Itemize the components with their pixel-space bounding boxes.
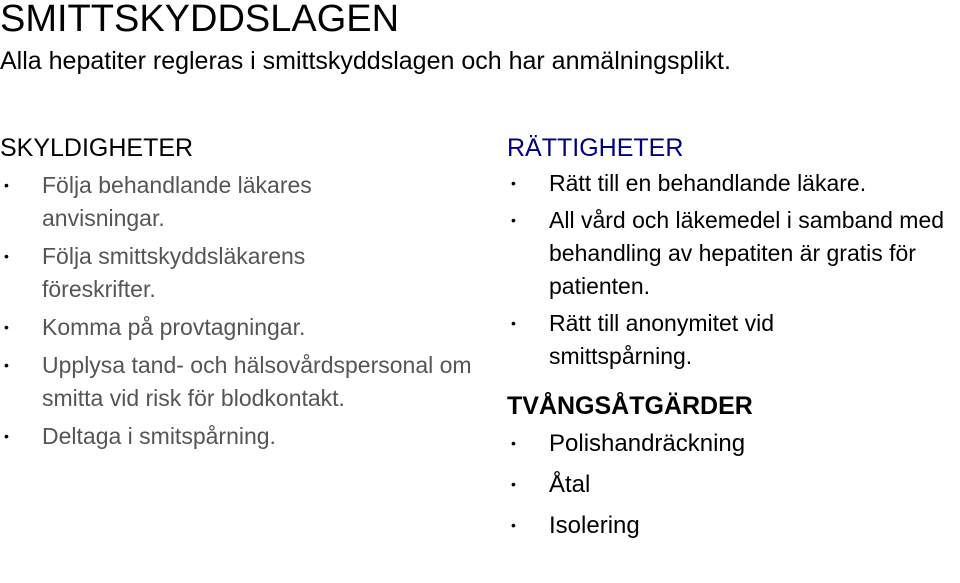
bullet-icon: •	[4, 248, 9, 264]
obligations-heading: SKYLDIGHETER	[0, 134, 194, 162]
list-item	[0, 169, 382, 235]
obligations-column	[0, 133, 480, 458]
coercive-measures-section	[507, 391, 960, 544]
list-item-text: Följa smittskyddsläkarens föreskrifter.	[42, 243, 306, 302]
bullet-icon: •	[4, 177, 9, 193]
list-item	[0, 240, 382, 306]
bullet-icon: •	[4, 319, 9, 335]
list-item	[507, 466, 960, 503]
bullet-icon: •	[511, 212, 516, 228]
list-item-text: Åtal	[549, 471, 591, 498]
rights-column	[507, 133, 960, 548]
list-item-text: Polishandräckning	[549, 430, 746, 457]
list-item	[507, 167, 960, 200]
page-subtitle: Alla hepatiter regleras i smittskyddslagen och har anmälningsplikt.	[0, 47, 731, 75]
list-item-text: Komma på provtagningar.	[42, 314, 306, 340]
list-item	[507, 507, 960, 544]
coercive-measures-list	[507, 425, 960, 544]
list-item-text: Följa behandlande läkares anvisningar.	[42, 172, 312, 231]
bullet-icon: •	[511, 315, 516, 331]
coercive-measures-heading: TVÅNGSÅTGÄRDER	[507, 392, 753, 420]
list-item-text: Rätt till en behandlande läkare.	[549, 170, 867, 196]
bullet-icon: •	[511, 175, 516, 191]
list-item-text: Upplysa tand- och hälsovårdspersonal om smitta vid risk för blodkontakt.	[42, 352, 472, 411]
list-item	[0, 311, 480, 344]
page-title: SMITTSKYDDSLAGEN	[0, 0, 400, 40]
list-item	[507, 204, 960, 303]
list-item	[507, 425, 960, 462]
bullet-icon: •	[511, 517, 516, 533]
list-item-text: Rätt till anonymitet vid smittspårning.	[549, 310, 774, 369]
list-item	[0, 349, 482, 415]
bullet-icon: •	[4, 357, 9, 373]
rights-heading: RÄTTIGHETER	[507, 134, 684, 162]
bullet-icon: •	[511, 435, 516, 451]
list-item-text: Isolering	[549, 512, 640, 539]
list-item-text: Deltaga i smitspårning.	[42, 423, 276, 449]
bullet-icon: •	[4, 428, 9, 444]
bullet-icon: •	[511, 476, 516, 492]
rights-list	[507, 167, 960, 373]
list-item-text: All vård och läkemedel i samband med behandling av hepatiten är gratis för patienten.	[549, 207, 945, 299]
list-item	[0, 420, 480, 453]
obligations-list	[0, 169, 480, 453]
list-item	[507, 307, 889, 373]
